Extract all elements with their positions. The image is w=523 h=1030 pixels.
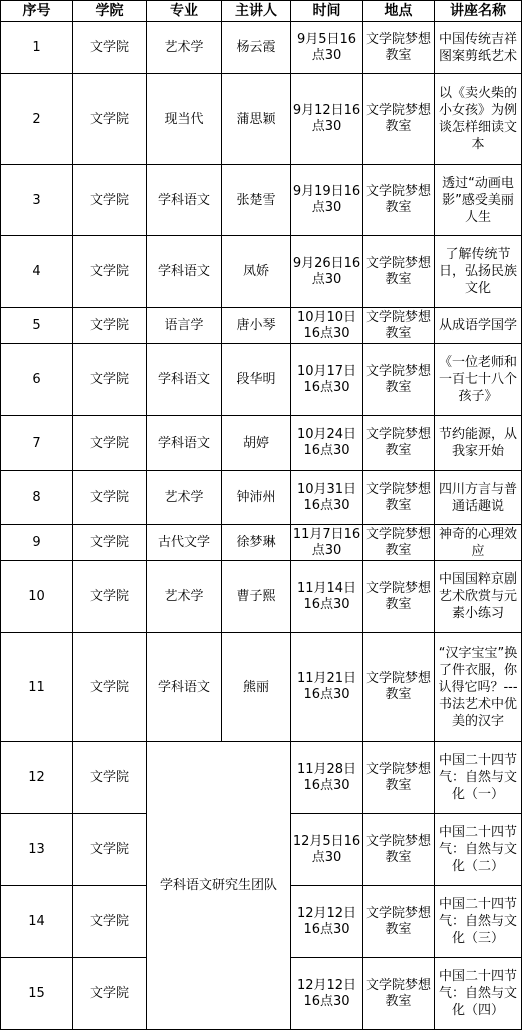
table-row [1, 22, 522, 74]
college-cell: 文学院 [73, 471, 147, 525]
lecture-title-cell: 以《卖火柴的小女孩》为例谈怎样细读文本 [435, 74, 522, 165]
college-cell: 文学院 [73, 344, 147, 416]
place-cell: 文学院梦想教室 [363, 74, 435, 165]
header-college: 学院 [73, 1, 147, 22]
college-cell: 文学院 [73, 633, 147, 742]
time-cell: 9月5日16点30 [291, 22, 363, 74]
table-row [1, 742, 522, 814]
time-cell: 11月14日16点30 [291, 561, 363, 633]
college-cell: 文学院 [73, 165, 147, 236]
place-cell: 文学院梦想教室 [363, 525, 435, 561]
speaker-cell: 凤娇 [222, 236, 291, 308]
place-cell: 文学院梦想教室 [363, 416, 435, 471]
place-cell: 文学院梦想教室 [363, 22, 435, 74]
row-number: 9 [1, 525, 73, 561]
row-number: 13 [1, 814, 73, 886]
lecture-title-cell: 中国二十四节气：自然与文化（四） [435, 958, 522, 1030]
row-number: 15 [1, 958, 73, 1030]
row-number: 14 [1, 886, 73, 958]
table-row [1, 561, 522, 633]
college-cell: 文学院 [73, 814, 147, 886]
time-cell: 12月12日16点30 [291, 886, 363, 958]
lecture-title-cell: 中国传统吉祥图案剪纸艺术 [435, 22, 522, 74]
time-cell: 10月24日16点30 [291, 416, 363, 471]
place-cell: 文学院梦想教室 [363, 471, 435, 525]
major-cell: 学科语文 [147, 165, 222, 236]
place-cell: 文学院梦想教室 [363, 742, 435, 814]
college-cell: 文学院 [73, 416, 147, 471]
time-cell: 12月12日16点30 [291, 958, 363, 1030]
table-row [1, 525, 522, 561]
row-number: 8 [1, 471, 73, 525]
place-cell: 文学院梦想教室 [363, 561, 435, 633]
time-cell: 12月5日16点30 [291, 814, 363, 886]
row-number: 5 [1, 308, 73, 344]
college-cell: 文学院 [73, 74, 147, 165]
table-row [1, 308, 522, 344]
header-place: 地点 [363, 1, 435, 22]
major-cell: 现当代 [147, 74, 222, 165]
time-cell: 11月28日16点30 [291, 742, 363, 814]
time-cell: 10月31日16点30 [291, 471, 363, 525]
college-cell: 文学院 [73, 742, 147, 814]
major-cell: 艺术学 [147, 22, 222, 74]
time-cell: 10月10日16点30 [291, 308, 363, 344]
row-number: 4 [1, 236, 73, 308]
table-row [1, 416, 522, 471]
college-cell: 文学院 [73, 22, 147, 74]
header-title: 讲座名称 [435, 1, 522, 22]
place-cell: 文学院梦想教室 [363, 958, 435, 1030]
speaker-cell: 蒲思颖 [222, 74, 291, 165]
time-cell: 9月26日16点30 [291, 236, 363, 308]
table-row [1, 165, 522, 236]
header-row [1, 1, 522, 22]
speaker-cell: 胡婷 [222, 416, 291, 471]
table-row [1, 344, 522, 416]
lecture-title-cell: 节约能源，从我家开始 [435, 416, 522, 471]
college-cell: 文学院 [73, 236, 147, 308]
college-cell: 文学院 [73, 308, 147, 344]
row-number: 1 [1, 22, 73, 74]
major-cell: 语言学 [147, 308, 222, 344]
place-cell: 文学院梦想教室 [363, 633, 435, 742]
header-major: 专业 [147, 1, 222, 22]
table-row [1, 74, 522, 165]
speaker-cell: 张楚雪 [222, 165, 291, 236]
table-row [1, 633, 522, 742]
major-cell: 艺术学 [147, 471, 222, 525]
merged-team-cell: 学科语文研究生团队 [147, 742, 291, 1030]
major-cell: 学科语文 [147, 236, 222, 308]
row-number: 2 [1, 74, 73, 165]
college-cell: 文学院 [73, 525, 147, 561]
major-cell: 学科语文 [147, 416, 222, 471]
lecture-title-cell: 《一位老师和一百七十八个孩子》 [435, 344, 522, 416]
header-speaker: 主讲人 [222, 1, 291, 22]
lecture-title-cell: 中国国粹京剧艺术欣赏与元素小练习 [435, 561, 522, 633]
major-cell: 古代文学 [147, 525, 222, 561]
time-cell: 11月7日16点30 [291, 525, 363, 561]
place-cell: 文学院梦想教室 [363, 814, 435, 886]
place-cell: 文学院梦想教室 [363, 236, 435, 308]
speaker-cell: 段华明 [222, 344, 291, 416]
time-cell: 9月19日16点30 [291, 165, 363, 236]
header-time: 时间 [291, 1, 363, 22]
college-cell: 文学院 [73, 561, 147, 633]
row-number: 3 [1, 165, 73, 236]
row-number: 7 [1, 416, 73, 471]
speaker-cell: 唐小琴 [222, 308, 291, 344]
speaker-cell: 杨云霞 [222, 22, 291, 74]
row-number: 11 [1, 633, 73, 742]
lecture-title-cell: 四川方言与普通话趣说 [435, 471, 522, 525]
time-cell: 9月12日16点30 [291, 74, 363, 165]
row-number: 12 [1, 742, 73, 814]
speaker-cell: 熊丽 [222, 633, 291, 742]
row-number: 10 [1, 561, 73, 633]
lecture-title-cell: 从成语学国学 [435, 308, 522, 344]
lecture-title-cell: 透过“动画电影”感受美丽人生 [435, 165, 522, 236]
lecture-title-cell: 中国二十四节气：自然与文化（一） [435, 742, 522, 814]
header-no: 序号 [1, 1, 73, 22]
row-number: 6 [1, 344, 73, 416]
time-cell: 11月21日16点30 [291, 633, 363, 742]
place-cell: 文学院梦想教室 [363, 886, 435, 958]
lecture-title-cell: 中国二十四节气：自然与文化（二） [435, 814, 522, 886]
lecture-title-cell: 中国二十四节气：自然与文化（三） [435, 886, 522, 958]
lecture-title-cell: “汉字宝宝”换了件衣服，你认得它吗？---书法艺术中优美的汉字 [435, 633, 522, 742]
lecture-title-cell: 了解传统节日，弘扬民族文化 [435, 236, 522, 308]
place-cell: 文学院梦想教室 [363, 165, 435, 236]
place-cell: 文学院梦想教室 [363, 308, 435, 344]
speaker-cell: 徐梦琳 [222, 525, 291, 561]
table-row [1, 236, 522, 308]
major-cell: 学科语文 [147, 344, 222, 416]
college-cell: 文学院 [73, 958, 147, 1030]
major-cell: 艺术学 [147, 561, 222, 633]
speaker-cell: 曹子熙 [222, 561, 291, 633]
time-cell: 10月17日16点30 [291, 344, 363, 416]
table-row [1, 471, 522, 525]
lecture-title-cell: 神奇的心理效应 [435, 525, 522, 561]
place-cell: 文学院梦想教室 [363, 344, 435, 416]
college-cell: 文学院 [73, 886, 147, 958]
major-cell: 学科语文 [147, 633, 222, 742]
speaker-cell: 钟沛州 [222, 471, 291, 525]
